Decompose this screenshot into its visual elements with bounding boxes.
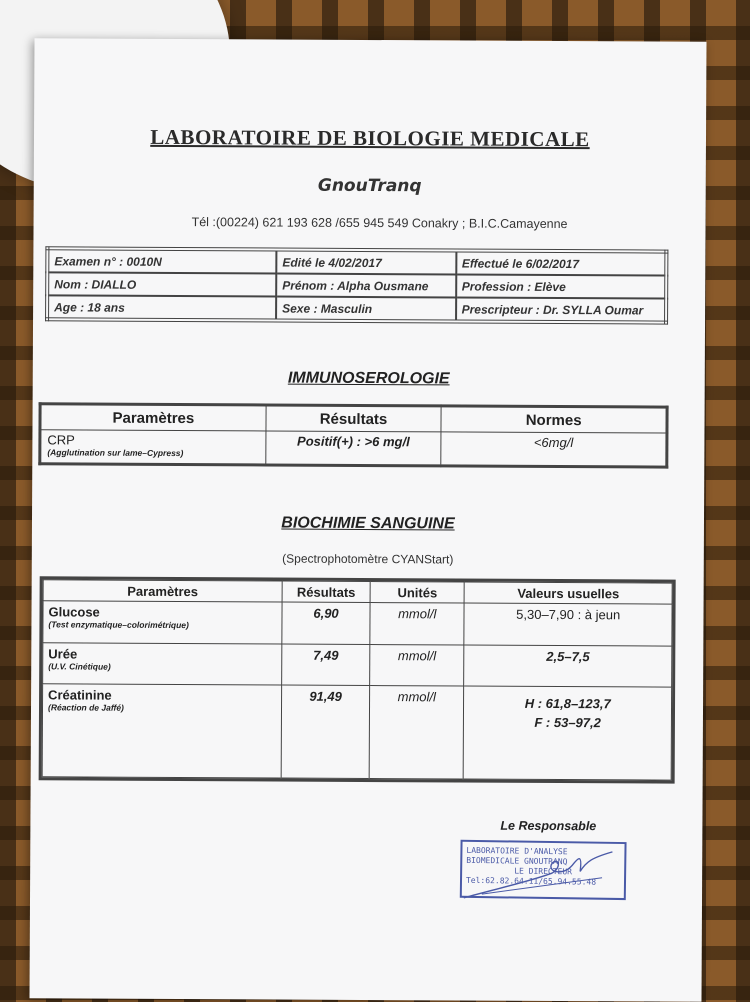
bio-subtitle: (Spectrophotomètre CYANStart): [282, 551, 454, 567]
stamp-line: BIOMEDICALE GNOUTRANQ: [466, 855, 568, 867]
bio-param-cell: [43, 642, 282, 685]
lab-contact: Tél :(00224) 621 193 628 /655 945 549 Conakry ; B.I.C.Camayenne: [191, 215, 568, 232]
bio-header-unit: Unités: [370, 582, 464, 603]
patient-firstname: Prénom : Alpha Ousmane: [276, 274, 456, 298]
edit-date: Edité le 4/02/2017: [276, 250, 456, 275]
lab-report-sheet: [29, 38, 706, 1002]
bio-header-result: Résultats: [282, 581, 370, 602]
bio-header-ref: Valeurs usuelles: [464, 582, 672, 604]
immuno-param: CRP: [47, 432, 75, 448]
immuno-norm: <6mg/l: [533, 434, 574, 451]
immuno-method: (Agglutination sur lame–Cypress): [47, 447, 184, 459]
bio-section-title: BIOCHIMIE SANGUINE: [281, 514, 455, 533]
performed-date: Effectué le 6/02/2017: [456, 250, 667, 275]
stamp-line: LABORATOIRE D'ANALYSE: [466, 845, 568, 857]
bio-param-cell: [43, 601, 282, 644]
signature-icon: [462, 842, 629, 902]
table-row: [43, 642, 672, 687]
bio-header-param: Paramètres: [43, 580, 282, 602]
bio-param-cell: [42, 684, 281, 778]
patient-profession: Profession : Elève: [456, 274, 667, 298]
bio-ref-cell: [464, 686, 672, 780]
bio-result: 6,90: [282, 602, 370, 644]
immuno-result: Positif(+) : >6 mg/l: [266, 431, 442, 466]
lab-title: LABORATOIRE DE BIOLOGIE MEDICALE: [150, 124, 590, 152]
exam-number: Examen n° : 0010N: [47, 248, 276, 273]
bio-result: 91,49: [281, 685, 370, 778]
bio-param: Créatinine: [48, 687, 112, 703]
bio-param: Urée: [48, 645, 78, 661]
bio-ref: 2,5–7,5: [464, 645, 672, 688]
bio-ref: 5,30–7,90 : à jeun: [464, 603, 672, 646]
immuno-header-result: Résultats: [266, 405, 442, 432]
bio-unit: mmol/l: [369, 686, 464, 779]
bio-method: (Test enzymatique–colorimétrique): [48, 619, 189, 631]
lab-stamp: [460, 840, 627, 900]
stamp-line: LE DIRECTEUR: [514, 866, 573, 877]
table-row: [42, 684, 671, 780]
prescriber: Prescripteur : Dr. SYLLA Oumar: [456, 297, 667, 322]
bio-method: (Réaction de Jaffé): [47, 702, 124, 713]
bio-unit: mmol/l: [370, 603, 465, 645]
bio-param: Glucose: [48, 604, 100, 620]
patient-name: Nom : DIALLO: [47, 272, 276, 296]
lab-brand: GnouTranq: [317, 175, 422, 197]
bio-ref-2: F : 53–97,2: [534, 714, 601, 731]
responsable-label: Le Responsable: [500, 818, 597, 834]
bio-ref: H : 61,8–123,7: [524, 695, 611, 712]
patient-age: Age : 18 ans: [47, 295, 276, 320]
immuno-param-cell: [40, 430, 266, 465]
patient-info-table: [45, 246, 668, 324]
patient-sex: Sexe : Masculin: [276, 297, 456, 322]
bio-result: 7,49: [282, 644, 370, 686]
bio-table: [42, 579, 673, 780]
bio-method: (U.V. Cinétique): [48, 660, 111, 672]
immuno-section-title: IMMUNOSEROLOGIE: [287, 369, 450, 388]
bio-unit: mmol/l: [370, 644, 465, 686]
immuno-header-norm: Normes: [441, 406, 667, 433]
immuno-table: [38, 402, 668, 468]
bio-table-frame: [39, 576, 676, 783]
stamp-line: Tel:62.82.64.11/65.94.55.48: [465, 875, 597, 887]
immuno-header-param: Paramètres: [40, 404, 266, 431]
table-row: [43, 601, 672, 646]
